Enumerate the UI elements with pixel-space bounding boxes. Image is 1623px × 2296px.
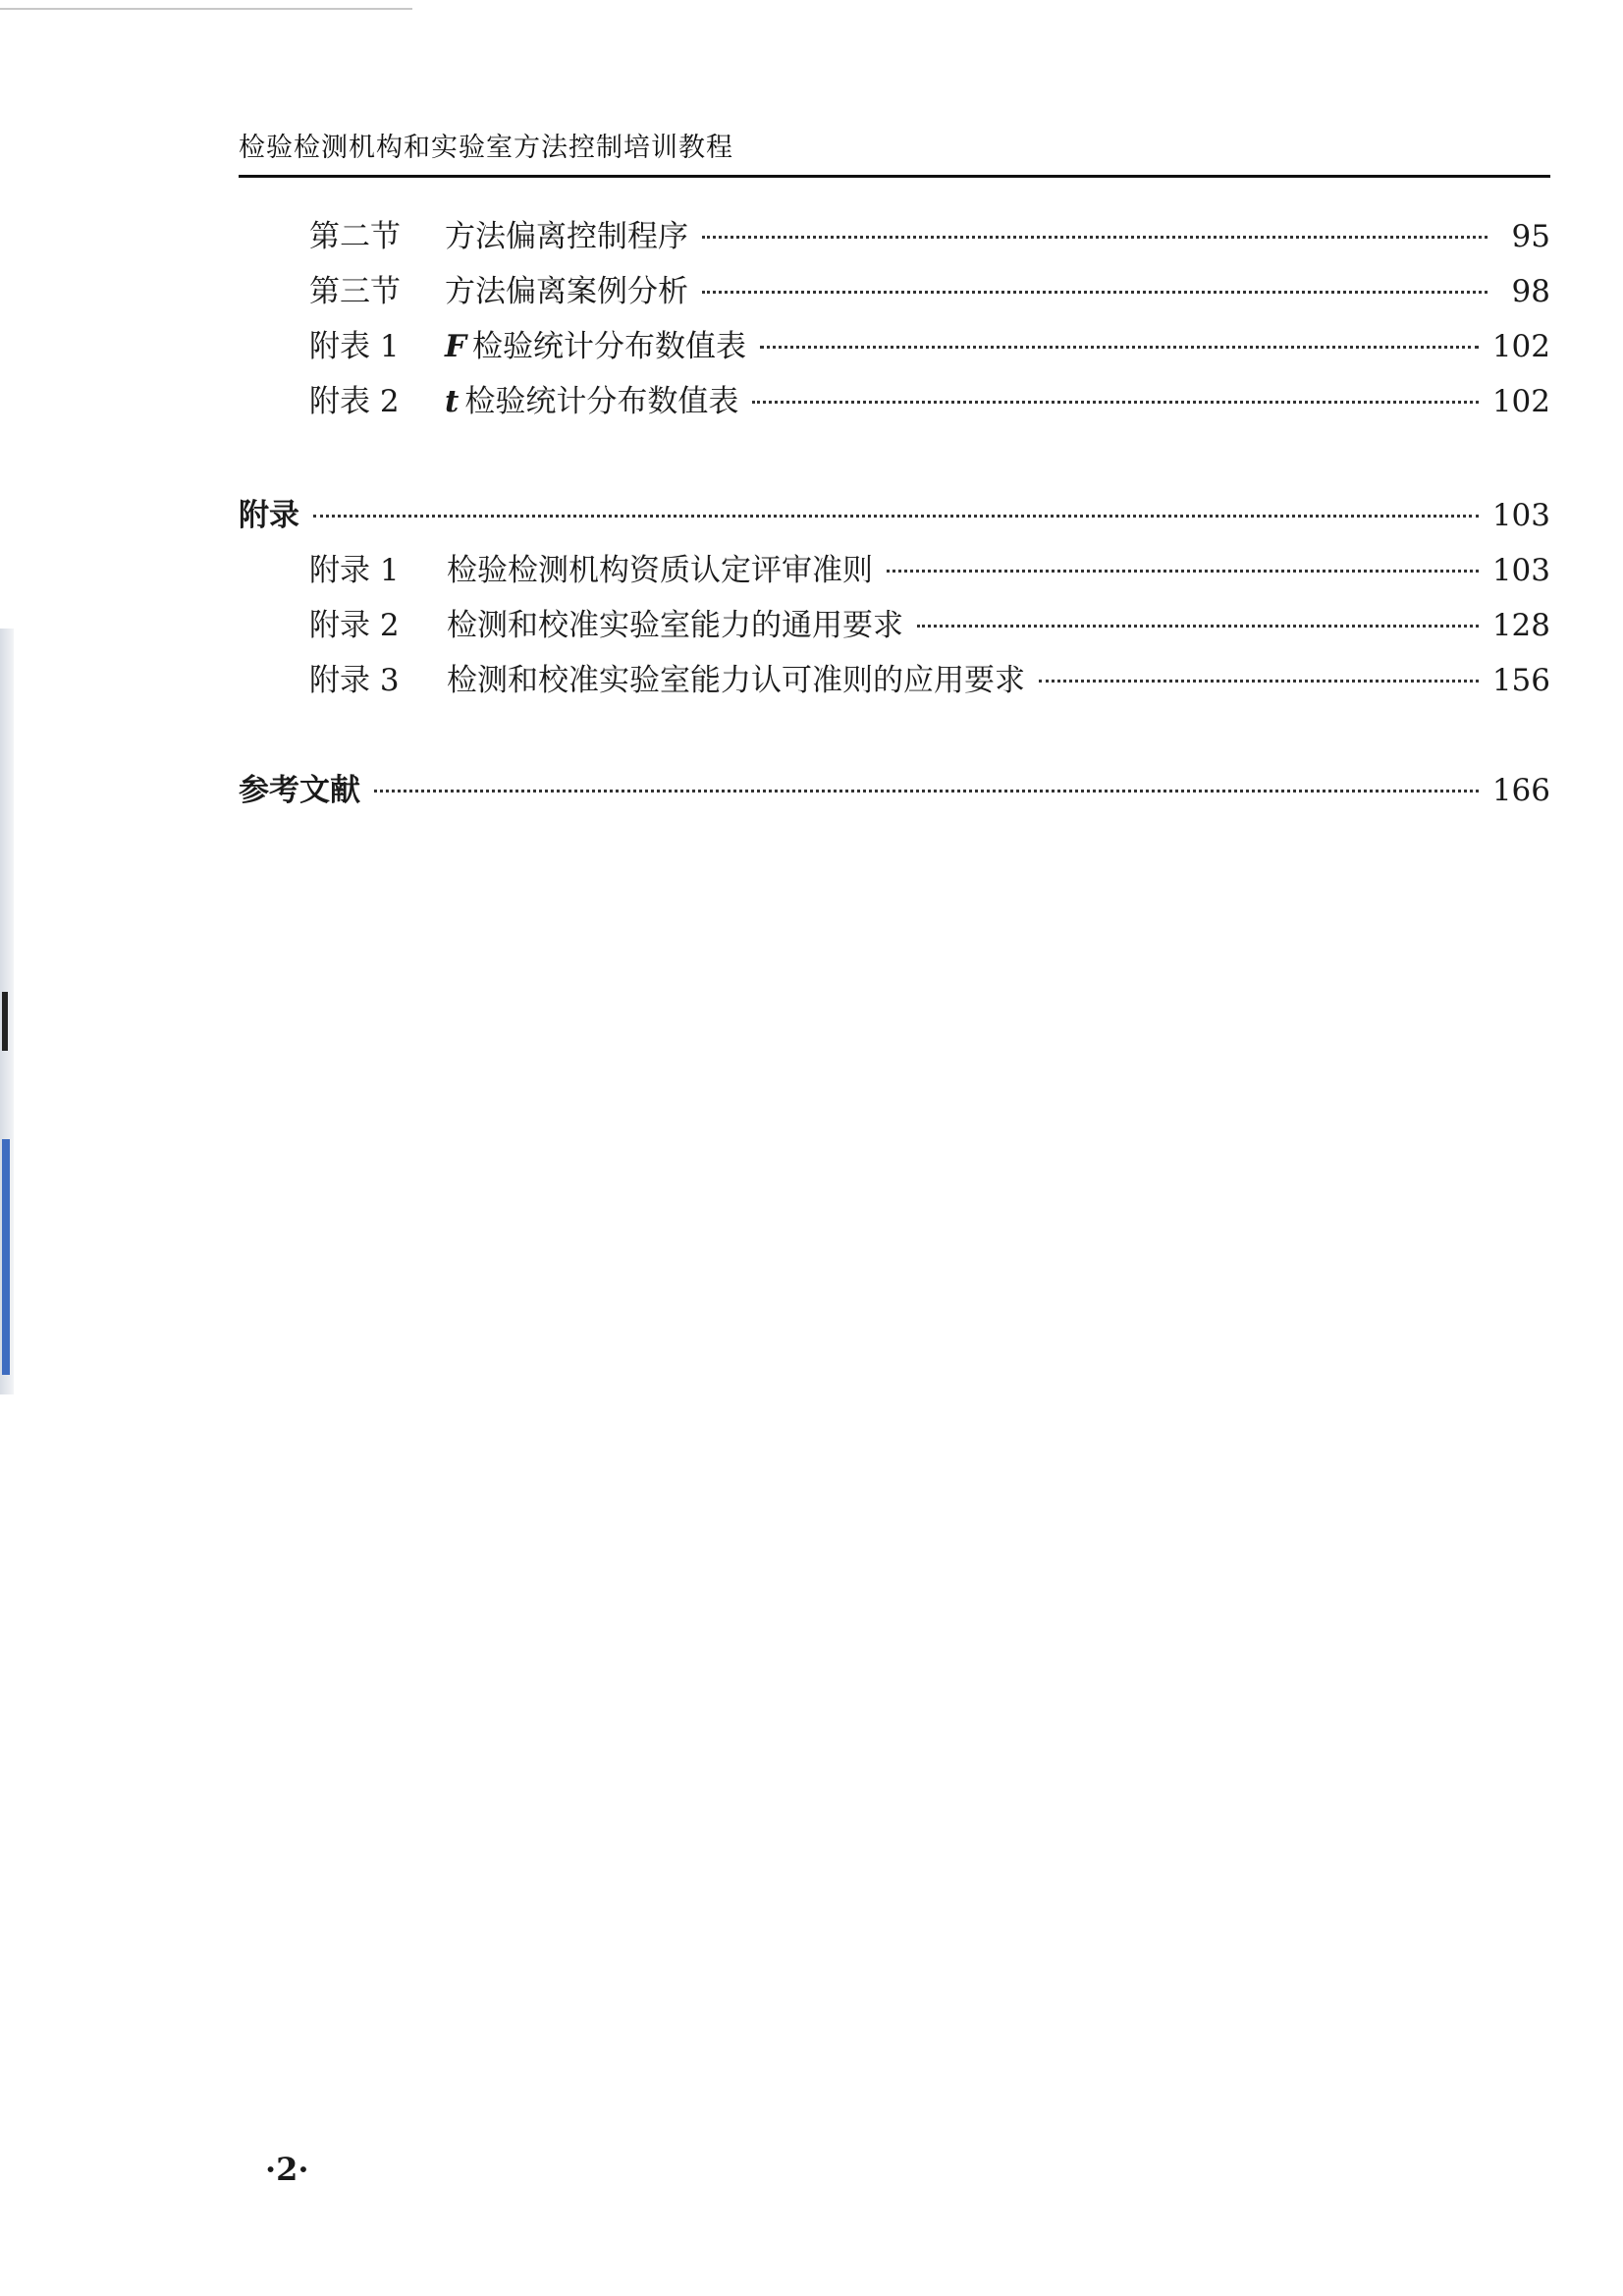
- toc-entry-number: 附录 1: [309, 553, 400, 588]
- dot-leader: [917, 625, 1479, 628]
- toc-entry-number: 附录 3: [309, 663, 400, 698]
- binding-mark: [2, 992, 8, 1051]
- toc-spacer: [239, 710, 1550, 765]
- scan-top-edge: [0, 8, 412, 10]
- toc-entry-title: 方法偏离案例分析: [445, 274, 688, 309]
- dot-leader: [887, 570, 1479, 573]
- dot-leader: [760, 346, 1479, 349]
- toc-entry-title-text: 检验统计分布数值表: [464, 384, 739, 419]
- running-header: 检验检测机构和实验室方法控制培训教程: [239, 133, 733, 163]
- toc-entry[interactable]: [239, 266, 1550, 321]
- toc-appendix-page: 103: [1491, 498, 1550, 533]
- toc-entry-title: [445, 376, 738, 420]
- toc-spacer: [239, 431, 1550, 490]
- header-rule: [239, 175, 1550, 178]
- toc-entry-title: 方法偏离控制程序: [445, 219, 688, 254]
- toc-entry[interactable]: [239, 655, 1550, 710]
- toc-references-heading[interactable]: [239, 765, 1550, 820]
- toc-entry-page: 103: [1491, 553, 1550, 588]
- table-of-contents: [239, 211, 1550, 820]
- toc-entry-page: 156: [1491, 663, 1550, 698]
- statistic-symbol: F: [445, 329, 467, 364]
- toc-entry-page: 98: [1511, 274, 1550, 309]
- toc-references-page: 166: [1491, 773, 1550, 808]
- dot-leader: [1039, 680, 1479, 683]
- dot-leader: [702, 291, 1488, 294]
- toc-entry[interactable]: [239, 600, 1550, 655]
- dot-leader: [702, 236, 1488, 239]
- toc-references-title: 参考文献: [239, 773, 360, 808]
- dot-leader: [752, 401, 1479, 404]
- toc-entry-page: 102: [1491, 329, 1550, 364]
- toc-entry-title: 检测和校准实验室能力的通用要求: [447, 608, 903, 643]
- toc-entry[interactable]: [239, 376, 1550, 431]
- dot-leader: [374, 790, 1479, 793]
- toc-entry-page: 128: [1491, 608, 1550, 643]
- toc-entry-number: 第二节: [309, 219, 401, 254]
- statistic-symbol: t: [445, 384, 460, 419]
- toc-entry[interactable]: [239, 321, 1550, 376]
- toc-entry-title: 检验检测机构资质认定评审准则: [447, 553, 873, 588]
- toc-entry-title-text: 检验统计分布数值表: [472, 329, 747, 364]
- toc-entry[interactable]: [239, 545, 1550, 600]
- dot-leader: [313, 515, 1479, 518]
- toc-entry-title: [445, 321, 746, 365]
- scan-binding-edge: [0, 629, 14, 1394]
- binding-strip: [2, 1139, 10, 1375]
- toc-appendix-title: 附录: [239, 498, 299, 533]
- page-number: ·2·: [265, 2151, 309, 2188]
- toc-entry-number: 附录 2: [309, 608, 400, 643]
- toc-entry-number: 附表 1: [309, 329, 400, 364]
- toc-entry-number: 第三节: [309, 274, 401, 309]
- toc-entry-number: 附表 2: [309, 384, 400, 419]
- toc-entry[interactable]: [239, 211, 1550, 266]
- toc-entry-page: 102: [1491, 384, 1550, 419]
- toc-entry-title: 检测和校准实验室能力认可准则的应用要求: [447, 663, 1025, 698]
- toc-entry-page: 95: [1511, 219, 1550, 254]
- toc-appendix-heading[interactable]: [239, 490, 1550, 545]
